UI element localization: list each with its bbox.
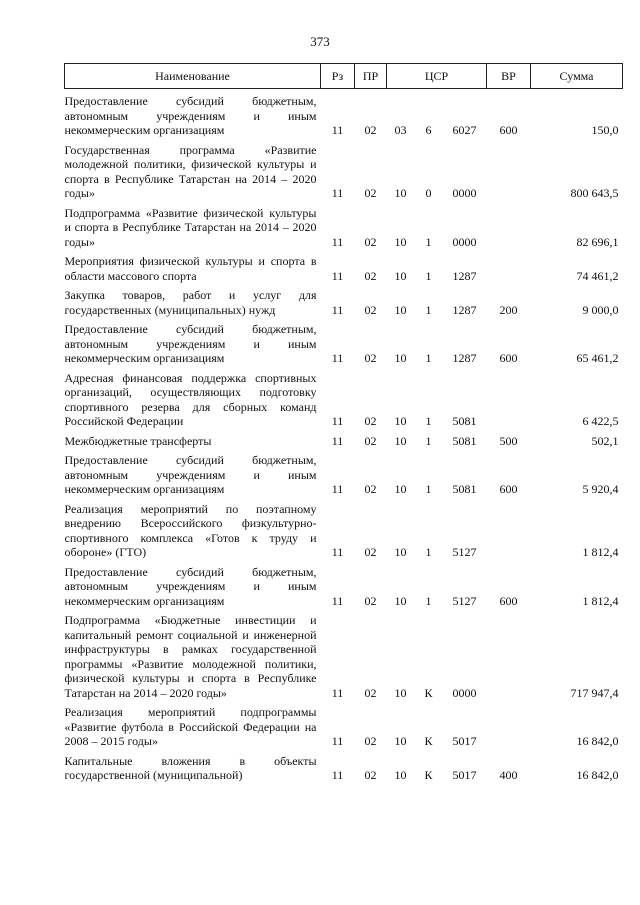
row-rz: 11 xyxy=(331,414,344,428)
row-vr xyxy=(487,608,531,700)
row-name: Реализация мероприятий подпрограммы «Развитие футбола в Российской Федерации на 2008 – 2015 годы» xyxy=(64,705,317,748)
row-rz: 11 xyxy=(331,123,344,137)
row-sum: 16 842,0 xyxy=(576,768,619,782)
header-rz: Рз xyxy=(321,64,355,89)
row-csr-2: 1 xyxy=(425,593,432,608)
row-csr-3: 5081 xyxy=(452,433,477,448)
row-csr-1: 10 xyxy=(394,268,407,283)
row-vr xyxy=(487,201,531,250)
row-csr-1: 10 xyxy=(394,351,407,365)
row-csr-3: 0000 xyxy=(452,234,477,249)
row-sum: 502,1 xyxy=(591,433,619,448)
table-row xyxy=(65,138,623,201)
row-csr-2: 6 xyxy=(425,123,432,137)
row-sum: 9 000,0 xyxy=(582,302,619,317)
row-vr: 600 xyxy=(499,482,518,496)
row-name: Адресная финансовая поддержка спортивных организаций, осуществляющих подготовку спортивного резерва для сборных команд Российской Федерации xyxy=(64,370,317,428)
page-number: 373 xyxy=(310,34,330,49)
row-rz: 11 xyxy=(331,768,344,782)
row-name: Подпрограмма «Развитие физической культуры и спорта в Республике Татарстан на 2014 – 2020 годы» xyxy=(64,205,317,249)
row-name: Реализация мероприятий по поэтапному внедрению Всероссийского физкультурно-спортивного комплекса «Готов к труду и обороне» (ГТО) xyxy=(64,501,317,559)
row-sum: 150,0 xyxy=(591,123,619,137)
row-csr-2: 1 xyxy=(425,302,432,317)
row-csr-2: 1 xyxy=(425,545,432,559)
table-row xyxy=(65,283,623,317)
row-sum: 800 643,5 xyxy=(570,186,619,200)
row-rz: 11 xyxy=(331,545,344,559)
row-pr: 02 xyxy=(364,268,377,283)
row-vr: 400 xyxy=(499,768,518,782)
row-csr-1: 10 xyxy=(394,545,407,559)
row-csr-2: 1 xyxy=(425,414,432,428)
row-name: Предоставление субсидий бюджетным, автономным учреждениям и иным некоммерческим организациям xyxy=(64,564,317,608)
table-row xyxy=(65,700,623,749)
row-sum: 717 947,4 xyxy=(570,685,619,700)
row-pr: 02 xyxy=(364,414,377,428)
row-sum: 16 842,0 xyxy=(576,734,619,748)
row-csr-2: 1 xyxy=(425,433,432,448)
header-sum: Сумма xyxy=(531,64,623,89)
row-name: Предоставление субсидий бюджетным, автономным учреждениям и иным некоммерческим организациям xyxy=(64,453,317,496)
row-rz: 11 xyxy=(331,593,344,608)
row-vr: 600 xyxy=(499,351,518,365)
row-name: Государственная программа «Развитие молодежной политики, физической культуры и спорта в Республике Татарстан на 2014 – 2020 годы» xyxy=(64,142,317,200)
row-csr-3: 0000 xyxy=(452,186,477,200)
budget-table xyxy=(64,63,623,783)
table-row xyxy=(65,366,623,429)
row-csr-3: 5081 xyxy=(452,482,477,496)
table-row xyxy=(65,560,623,609)
row-csr-2: К xyxy=(424,685,433,700)
row-rz: 11 xyxy=(331,482,344,496)
row-csr-2: 1 xyxy=(425,268,432,283)
row-pr: 02 xyxy=(364,482,377,496)
row-csr-3: 5017 xyxy=(452,734,477,748)
row-csr-3: 1287 xyxy=(452,268,477,283)
row-rz: 11 xyxy=(331,268,344,283)
row-pr: 02 xyxy=(364,685,377,700)
table-header-row xyxy=(65,64,623,89)
row-vr: 600 xyxy=(499,123,518,137)
row-csr-1: 10 xyxy=(394,234,407,249)
row-csr-2: К xyxy=(424,768,433,782)
row-rz: 11 xyxy=(331,433,344,448)
row-name: Предоставление субсидий бюджетным, автономным учреждениям и иным некоммерческим организациям xyxy=(64,322,317,365)
row-csr-1: 10 xyxy=(394,768,407,782)
row-csr-3: 5127 xyxy=(452,545,477,559)
row-csr-1: 10 xyxy=(394,302,407,317)
row-csr-3: 1287 xyxy=(452,302,477,317)
row-sum: 5 920,4 xyxy=(582,482,619,496)
row-name: Межбюджетные трансферты xyxy=(64,433,212,448)
row-rz: 11 xyxy=(331,351,344,365)
row-csr-1: 10 xyxy=(394,186,407,200)
row-sum: 1 812,4 xyxy=(582,593,619,608)
row-rz: 11 xyxy=(331,234,344,249)
row-pr: 02 xyxy=(364,186,377,200)
row-vr: 600 xyxy=(499,593,518,608)
row-name: Капитальные вложения в объекты государственной (муниципальной) xyxy=(64,753,317,782)
table-row xyxy=(65,201,623,250)
row-rz: 11 xyxy=(331,685,344,700)
row-pr: 02 xyxy=(364,433,377,448)
row-pr: 02 xyxy=(364,234,377,249)
row-pr: 02 xyxy=(364,351,377,365)
row-csr-1: 10 xyxy=(394,433,407,448)
row-rz: 11 xyxy=(331,302,344,317)
table-row xyxy=(65,317,623,366)
budget-table-container xyxy=(64,63,622,783)
row-rz: 11 xyxy=(331,186,344,200)
table-body xyxy=(65,89,623,783)
row-csr-1: 10 xyxy=(394,685,407,700)
row-csr-1: 10 xyxy=(394,414,407,428)
header-pr: ПР xyxy=(355,64,387,89)
row-pr: 02 xyxy=(364,302,377,317)
table-row xyxy=(65,249,623,283)
row-csr-3: 5127 xyxy=(452,593,477,608)
row-vr: 500 xyxy=(499,433,518,448)
row-csr-2: 1 xyxy=(425,234,432,249)
row-csr-2: К xyxy=(424,734,433,748)
table-row xyxy=(65,608,623,700)
table-row xyxy=(65,497,623,560)
row-csr-3: 0000 xyxy=(452,685,477,700)
row-sum: 65 461,2 xyxy=(576,351,619,365)
row-csr-3: 6027 xyxy=(452,123,477,137)
row-csr-1: 10 xyxy=(394,482,407,496)
row-csr-2: 0 xyxy=(425,186,432,200)
row-vr xyxy=(487,700,531,749)
row-rz: 11 xyxy=(331,734,344,748)
row-pr: 02 xyxy=(364,545,377,559)
row-name: Закупка товаров, работ и услуг для государственных (муниципальных) нужд xyxy=(64,288,317,317)
row-sum: 1 812,4 xyxy=(582,545,619,559)
table-row xyxy=(65,749,623,783)
row-csr-3: 1287 xyxy=(452,351,477,365)
row-csr-1: 03 xyxy=(394,123,407,137)
row-vr xyxy=(487,497,531,560)
row-pr: 02 xyxy=(364,768,377,782)
row-vr xyxy=(487,138,531,201)
header-vr: ВР xyxy=(487,64,531,89)
row-name: Мероприятия физической культуры и спорта в области массового спорта xyxy=(64,254,317,283)
row-sum: 6 422,5 xyxy=(582,414,619,428)
table-row xyxy=(65,429,623,449)
row-csr-2: 1 xyxy=(425,351,432,365)
row-name: Предоставление субсидий бюджетным, автономным учреждениям и иным некоммерческим организациям xyxy=(64,94,317,137)
row-csr-2: 1 xyxy=(425,482,432,496)
table-row xyxy=(65,89,623,138)
row-vr xyxy=(487,366,531,429)
row-pr: 02 xyxy=(364,734,377,748)
row-csr-3: 5081 xyxy=(452,414,477,428)
row-csr-3: 5017 xyxy=(452,768,477,782)
row-sum: 82 696,1 xyxy=(576,234,619,249)
row-csr-1: 10 xyxy=(394,593,407,608)
header-name: Наименование xyxy=(65,64,321,89)
header-csr: ЦСР xyxy=(387,64,487,89)
row-vr: 200 xyxy=(499,302,518,317)
table-row xyxy=(65,448,623,497)
row-vr xyxy=(487,249,531,283)
row-pr: 02 xyxy=(364,593,377,608)
row-name: Подпрограмма «Бюджетные инвестиции и капитальный ремонт социальной и инженерной инфраструктуры в рамках государственной программы «Развитие молодежной политики, физической культуры и спорта в Республике Татарстан на 2014 – 2020 годы» xyxy=(64,613,317,700)
row-pr: 02 xyxy=(364,123,377,137)
row-sum: 74 461,2 xyxy=(576,268,619,283)
row-csr-1: 10 xyxy=(394,734,407,748)
